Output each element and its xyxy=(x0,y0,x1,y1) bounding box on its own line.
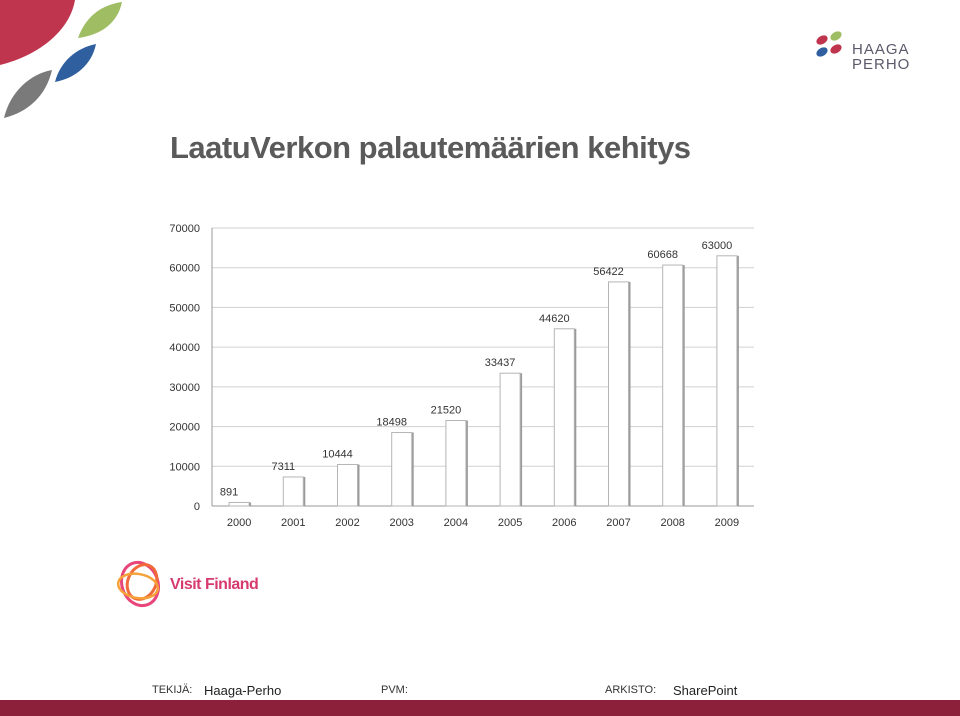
x-tick-label: 2009 xyxy=(714,517,740,529)
data-label: 10444 xyxy=(322,448,353,461)
archive-label: ARKISTO: xyxy=(605,684,657,696)
x-tick-label: 2002 xyxy=(335,517,360,529)
brand-line-2: PERHO xyxy=(852,56,911,73)
data-label: 18498 xyxy=(376,416,407,429)
footer xyxy=(0,680,960,716)
data-label: 60668 xyxy=(647,249,678,262)
data-label: 21520 xyxy=(430,404,462,417)
bar xyxy=(500,373,520,506)
author-value: Haaga-Perho xyxy=(204,683,282,698)
x-tick-label: 2001 xyxy=(281,517,306,529)
corner-shape-grey xyxy=(4,70,52,118)
x-tick-label: 2003 xyxy=(389,517,414,529)
y-tick-label: 60000 xyxy=(169,262,200,275)
corner-shape-red xyxy=(0,0,75,65)
y-tick-label: 20000 xyxy=(169,421,200,434)
bar xyxy=(229,502,249,506)
bar xyxy=(717,256,737,506)
y-tick-label: 50000 xyxy=(169,302,200,315)
archive-value: SharePoint xyxy=(673,683,738,698)
bar xyxy=(554,329,574,506)
y-tick-label: 10000 xyxy=(169,461,200,474)
brand-name xyxy=(852,42,910,72)
y-tick-label: 0 xyxy=(193,501,200,513)
page-title: LaatuVerkon palautemäärien kehitys xyxy=(170,130,691,165)
data-label: 56422 xyxy=(593,265,624,278)
bar xyxy=(338,465,358,506)
data-label: 63000 xyxy=(701,239,733,252)
x-tick-label: 2000 xyxy=(226,517,252,529)
y-tick-label: 70000 xyxy=(169,223,200,235)
partner-name: Visit Finland xyxy=(170,576,259,593)
corner-shape-green xyxy=(78,2,122,38)
x-tick-label: 2007 xyxy=(606,517,631,529)
data-label: 891 xyxy=(219,486,239,499)
bar xyxy=(392,433,412,506)
corner-shape-blue xyxy=(55,44,96,82)
x-tick-label: 2004 xyxy=(443,517,469,529)
bar-chart xyxy=(160,210,760,540)
x-tick-label: 2008 xyxy=(660,517,685,529)
date-label: PVM: xyxy=(381,684,408,696)
data-label: 33437 xyxy=(484,357,516,370)
y-tick-label: 40000 xyxy=(169,342,200,355)
bar xyxy=(283,477,303,506)
bar xyxy=(663,265,683,506)
author-label: TEKIJÄ: xyxy=(152,684,193,696)
bar xyxy=(446,421,466,506)
data-label: 7311 xyxy=(271,460,296,473)
footer-bar xyxy=(0,700,960,716)
data-label: 44620 xyxy=(539,312,570,325)
x-tick-label: 2005 xyxy=(497,517,523,529)
y-tick-label: 30000 xyxy=(169,381,200,394)
corner-decoration xyxy=(0,0,140,120)
bar xyxy=(609,282,629,506)
brand-line-1: HAAGA xyxy=(852,41,910,58)
x-tick-label: 2006 xyxy=(552,517,577,529)
